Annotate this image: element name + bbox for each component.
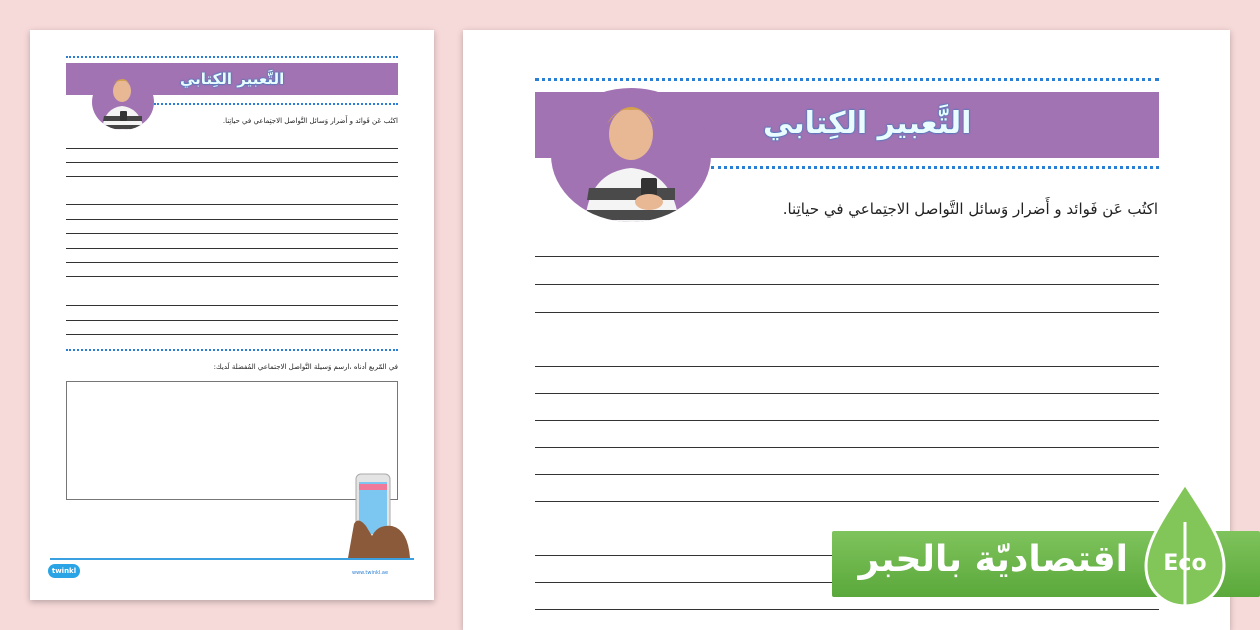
top-dotted-divider <box>535 78 1159 81</box>
twinkl-logo: twinkl <box>48 564 80 578</box>
writing-line <box>66 305 398 306</box>
writing-line <box>66 204 398 205</box>
writing-line <box>66 219 398 220</box>
writing-instruction: اكتُب عَن فَوائد و أَضرار وَسائل التَّواصل الاجتِماعي في حياتِنا. <box>222 117 398 125</box>
section-dotted-divider <box>66 349 398 351</box>
writing-instruction: اكتُب عَن فَوائد و أَضرار وَسائل التَّواصل الاجتِماعي في حياتِنا. <box>782 200 1158 218</box>
top-dotted-divider <box>66 56 398 58</box>
writing-line <box>535 393 1159 394</box>
writing-line <box>66 320 398 321</box>
boy-with-phone-icon <box>551 88 711 222</box>
worksheet-title: التَّعبير الكِتابي <box>763 106 972 141</box>
writing-line <box>535 420 1159 421</box>
writing-line <box>535 284 1159 285</box>
writing-line <box>535 609 1159 610</box>
writing-line <box>66 334 398 335</box>
footer-divider <box>50 558 414 560</box>
footer-url: www.twinkl.ae <box>352 570 389 576</box>
writing-line <box>66 248 398 249</box>
worksheet-title: التَّعبير الكِتابي <box>180 70 285 88</box>
boy-with-phone-illustration <box>551 88 711 222</box>
writing-line <box>66 148 398 149</box>
worksheet-preview-page <box>30 30 434 600</box>
writing-line <box>535 366 1159 367</box>
eco-ink-label: اقتصاديّة بالحبر <box>858 539 1128 580</box>
writing-line <box>66 276 398 277</box>
writing-line <box>66 176 398 177</box>
writing-line <box>66 262 398 263</box>
writing-line <box>535 474 1159 475</box>
writing-line <box>66 233 398 234</box>
eco-icon-text: Eco <box>1163 551 1207 576</box>
hand-holding-phone-icon <box>348 472 418 558</box>
writing-line <box>535 447 1159 448</box>
writing-line <box>535 312 1159 313</box>
boy-with-phone-icon <box>92 74 154 130</box>
writing-line <box>66 162 398 163</box>
boy-with-phone-illustration <box>92 74 154 130</box>
eco-leaf-icon <box>1140 482 1230 617</box>
drawing-instruction: في المّربع أدناه ،ارسم وَسيلة التَّواصل الاجتماعي المُفضلة لَديك: <box>213 363 398 371</box>
banner-dotted-divider <box>154 103 398 105</box>
writing-line <box>535 256 1159 257</box>
writing-line <box>535 501 1159 502</box>
banner-dotted-divider <box>711 166 1159 169</box>
